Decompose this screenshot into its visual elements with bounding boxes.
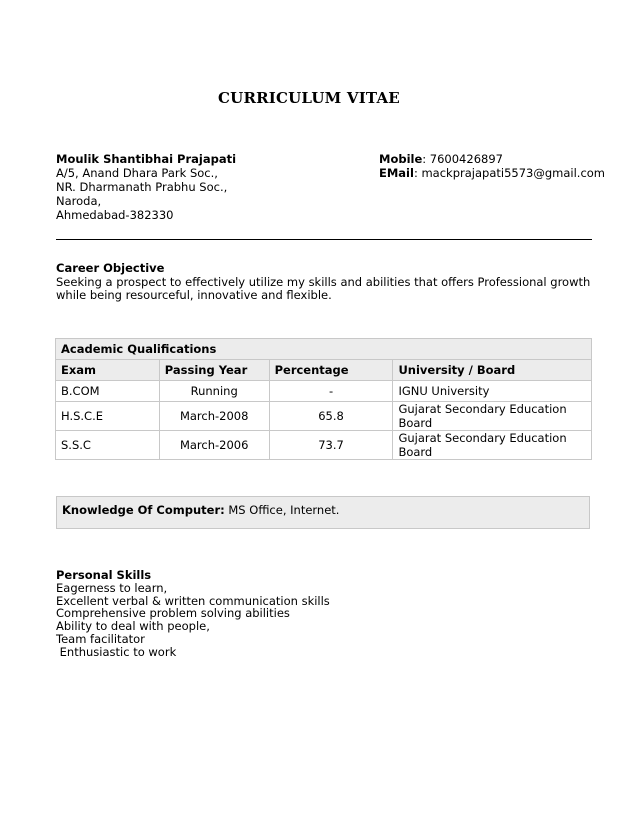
table-caption: Academic Qualifications [56, 339, 592, 360]
table-row [56, 381, 592, 402]
column-header: Exam [56, 360, 160, 381]
table-cell: H.S.C.E [56, 402, 160, 431]
address-line: NR. Dharmanath Prabhu Soc., [56, 180, 228, 194]
table-row [56, 402, 592, 431]
contact-details-block [379, 152, 605, 180]
computer-knowledge-box [56, 496, 590, 529]
list-item: Eagerness to learn, [56, 580, 168, 595]
mobile-label: Mobile [379, 152, 423, 166]
table-cell: 65.8 [269, 402, 393, 431]
career-objective-text: Seeking a prospect to effectively utilize my skills and abilities that offers Professional growth while being resourceful, innovative and flexible. [56, 274, 591, 302]
computer-knowledge-value: MS Office, Internet. [224, 503, 340, 517]
table-cell: March-2006 [159, 431, 269, 460]
table-cell: S.S.C [56, 431, 160, 460]
email-label: EMail [379, 166, 414, 180]
list-item: Comprehensive problem solving abilities [56, 606, 290, 621]
list-item: Enthusiastic to work [56, 644, 177, 659]
table-cell: - [269, 381, 393, 402]
computer-knowledge-label: Knowledge Of Computer: [62, 503, 225, 517]
list-item: Team facilitator [56, 631, 145, 646]
address-line: A/5, Anand Dhara Park Soc., [56, 166, 218, 180]
personal-skills-heading: Personal Skills [56, 568, 152, 582]
table-cell: Running [159, 381, 269, 402]
candidate-name: Moulik Shantibhai Prajapati [56, 152, 237, 166]
list-item: Ability to deal with people, [56, 619, 210, 634]
email-value: : mackprajapati5573@gmail.com [413, 166, 606, 180]
personal-skills-section [56, 569, 330, 659]
mobile-line [379, 152, 605, 166]
academic-qualifications-table [55, 338, 592, 460]
table-cell: 73.7 [269, 431, 393, 460]
career-objective-heading: Career Objective [56, 261, 165, 275]
address-line: Naroda, [56, 194, 102, 208]
column-header: University / Board [393, 360, 592, 381]
column-header: Percentage [269, 360, 393, 381]
table-cell: Gujarat Secondary Education Board [393, 402, 592, 431]
table-header-row [56, 360, 592, 381]
section-divider [56, 239, 592, 240]
mobile-value: : 7600426897 [422, 152, 503, 166]
contact-address-block [56, 152, 236, 222]
list-item: Excellent verbal & written communication skills [56, 593, 330, 608]
table-cell: March-2008 [159, 402, 269, 431]
table-cell: Gujarat Secondary Education Board [393, 431, 592, 460]
email-line [379, 166, 605, 180]
table-caption-row [56, 339, 592, 360]
column-header: Passing Year [159, 360, 269, 381]
page-title: CURRICULUM VITAE [218, 89, 400, 107]
table-cell: B.COM [56, 381, 160, 402]
address-line: Ahmedabad-382330 [56, 208, 174, 222]
career-objective-section [56, 262, 592, 303]
table-cell: IGNU University [393, 381, 592, 402]
table-row [56, 431, 592, 460]
